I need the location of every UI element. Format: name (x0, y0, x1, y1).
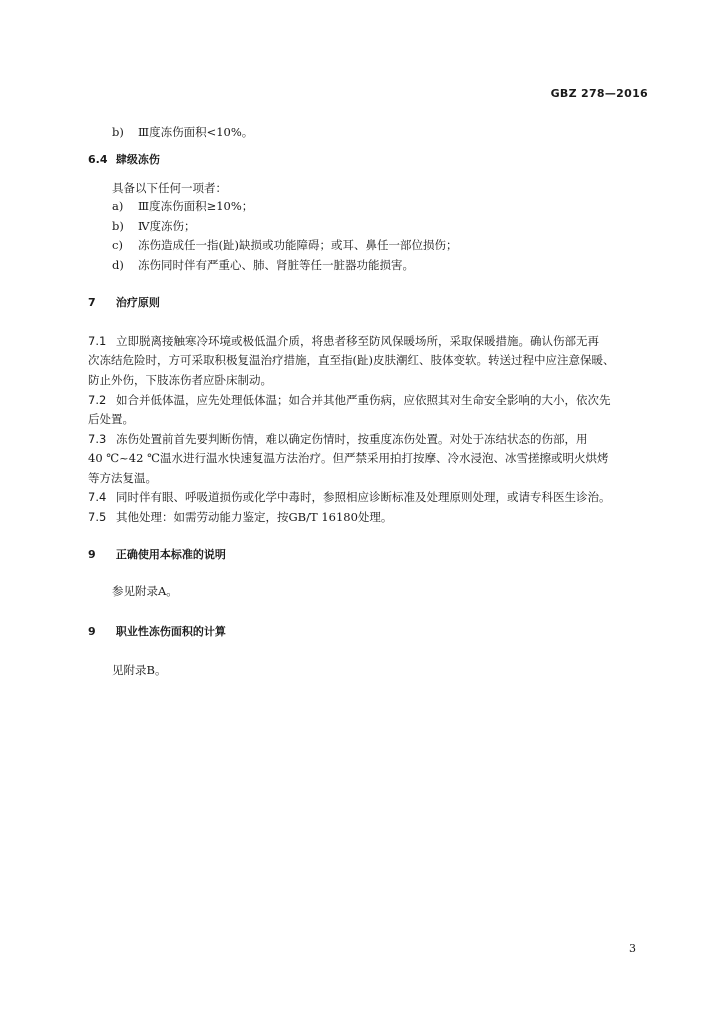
list-item (112, 237, 672, 253)
page-number: 3 (629, 942, 636, 955)
list-item-label: b) (112, 125, 124, 139)
clause-number: 7.1 (88, 334, 107, 348)
section-title: 肆级冻伤 (115, 153, 160, 166)
section-intro-text: 具备以下任何一项者： (112, 181, 227, 195)
clause-line (88, 392, 648, 408)
section-title: 职业性冻伤面积的计算 (115, 625, 226, 638)
list-item-text: 冻伤造成任一指(趾)缺损或功能障碍；或耳、鼻任一部位损伤； (138, 238, 458, 252)
list-item-text: Ⅲ度冻伤面积<10%。 (138, 125, 254, 139)
clause-number: 7.5 (88, 510, 107, 524)
list-item-text: Ⅳ度冻伤； (138, 219, 196, 233)
clause-text: 等方法复温。 (88, 471, 157, 485)
section-body-text: 参见附录A。 (112, 584, 178, 598)
list-item-text: 冻伤同时伴有严重心、肺、肾脏等任一脏器功能损害。 (138, 258, 414, 272)
section-intro (112, 180, 672, 196)
clause-number: 7.2 (88, 393, 107, 407)
section-number: 7 (88, 296, 96, 309)
list-item-label: b) (112, 219, 124, 233)
section-title: 治疗原则 (115, 296, 160, 309)
list-item (112, 124, 672, 140)
clause-line (88, 372, 648, 388)
clause-line (88, 450, 648, 466)
list-item-text: Ⅲ度冻伤面积≥10%； (138, 199, 254, 213)
section-number: 6.4 (88, 153, 108, 166)
clause-text: 冻伤处置前首先要判断伤情，难以确定伤情时，按重度冻伤处置。对处于冻结状态的伤部，用 (116, 432, 588, 446)
list-item (112, 198, 672, 214)
list-item-label: c) (112, 238, 123, 252)
section-body-text: 见附录B。 (112, 663, 167, 677)
clause-text: 如合并低体温，应先处理低体温；如合并其他严重伤病，应依照其对生命安全影响的大小，依次先 (116, 393, 611, 407)
clause-text: 后处置。 (88, 412, 134, 426)
list-item (112, 218, 672, 234)
section-number: 9 (88, 548, 96, 561)
clause-text: 其他处理：如需劳动能力鉴定，按GB/T 16180处理。 (116, 510, 393, 524)
section-heading-7 (88, 295, 160, 311)
clause-text: 40 ℃~42 ℃温水进行温水快速复温方法治疗。但严禁采用拍打按摩、冷水浸泡、冰雪搓擦或明火烘烤 (88, 451, 609, 465)
clause-line (88, 411, 648, 427)
clause-line (88, 509, 648, 525)
clause-text: 次冻结危险时，方可采取积极复温治疗措施，直至指(趾)皮肤潮红、肢体变软。转送过程中应注意保暖、 (88, 353, 615, 367)
clause-line (88, 431, 648, 447)
clause-line (88, 352, 648, 368)
list-item-label: d) (112, 258, 124, 272)
list-item-label: a) (112, 199, 124, 213)
clause-text: 同时伴有眼、呼吸道损伤或化学中毒时，参照相应诊断标准及处理原则处理，或请专科医生诊治。 (116, 490, 611, 504)
clause-text: 防止外伤，下肢冻伤者应卧床制动。 (88, 373, 272, 387)
clause-line (88, 333, 648, 349)
section-heading-6-4 (88, 152, 160, 168)
clause-line (88, 489, 648, 505)
clause-number: 7.3 (88, 432, 107, 446)
section-title: 正确使用本标准的说明 (115, 548, 226, 561)
section-body (112, 583, 672, 599)
section-body (112, 662, 672, 678)
clause-line (88, 470, 648, 486)
standard-code-header: GBZ 278—2016 (550, 87, 648, 100)
list-item (112, 257, 672, 273)
section-heading-8 (88, 547, 226, 563)
section-heading-9 (88, 624, 226, 640)
section-number: 9 (88, 625, 96, 638)
clause-number: 7.4 (88, 490, 107, 504)
clause-text: 立即脱离接触寒冷环境或极低温介质，将患者移至防风保暖场所，采取保暖措施。确认伤部无再 (116, 334, 599, 348)
